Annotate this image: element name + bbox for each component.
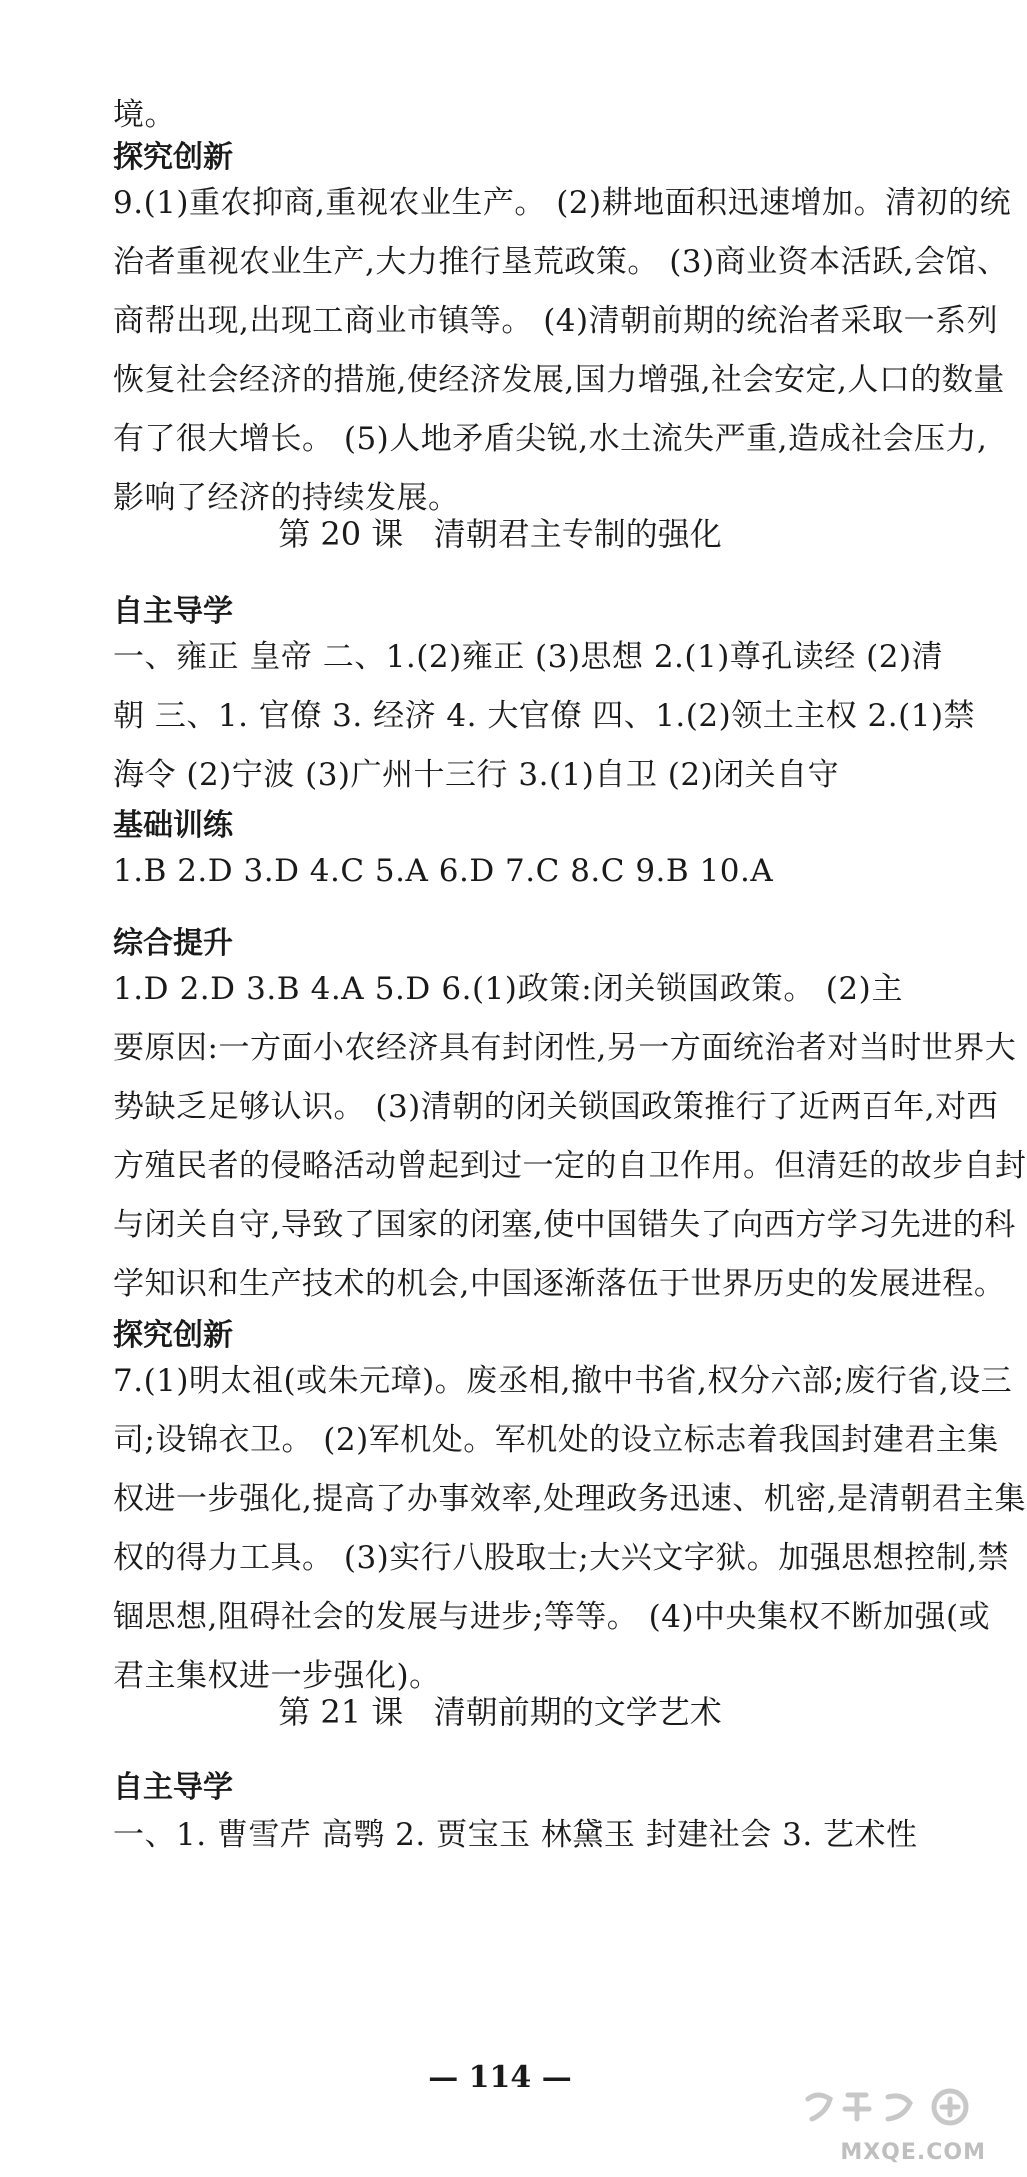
text-line: 恢复社会经济的措施,使经济发展,国力增强,社会安定,人口的数量 [113, 362, 1005, 398]
paragraph-continuation [113, 86, 903, 145]
watermark-text: MXQE.COM [840, 2140, 986, 2165]
text-line: 与闭关自守,导致了国家的闭塞,使中国错失了向西方学习先进的科 [113, 1207, 1016, 1243]
paragraph-comprehensive-answers [113, 960, 1027, 1314]
text-line: 治者重视农业生产,大力推行垦荒政策。 (3)商业资本活跃,会馆、 [113, 244, 1009, 280]
text-line: 一、1. 曹雪芹 高鹗 2. 贾宝玉 林黛玉 封建社会 3. 艺术性 [113, 1817, 918, 1853]
text-line: 司;设锦衣卫。 (2)军机处。军机处的设立标志着我国封建君主集 [113, 1422, 999, 1458]
text-line: 朝 三、1. 官僚 3. 经济 4. 大官僚 四、1.(2)领土主权 2.(1)禁 [113, 698, 976, 734]
text-line: 9.(1)重农抑商,重视农业生产。 (2)耕地面积迅速增加。清初的统 [113, 185, 1012, 221]
text-line: 影响了经济的持续发展。 [113, 480, 460, 516]
text-line: 1.B 2.D 3.D 4.C 5.A 6.D 7.C 8.C 9.B 10.A [113, 853, 774, 889]
text-line: 锢思想,阻碍社会的发展与进步;等等。 (4)中央集权不断加强(或 [113, 1599, 991, 1635]
section-heading-comprehensive: 综合提升 [113, 926, 233, 961]
text-line: 商帮出现,出现工商业市镇等。 (4)清朝前期的统治者采取一系列 [113, 303, 999, 339]
paragraph-basic-answers [113, 842, 903, 901]
section-heading-self-study-2: 自主导学 [113, 1770, 233, 1805]
text-line: 1.D 2.D 3.B 4.A 5.D 6.(1)政策:闭关锁国政策。 (2)主 [113, 971, 903, 1007]
lesson-title-21: 第 21 课 清朝前期的文学艺术 [278, 1693, 722, 1731]
section-heading-explore-1: 探究创新 [113, 140, 233, 175]
paragraph-answer-7 [113, 1352, 1027, 1706]
text-line: 海令 (2)宁波 (3)广州十三行 3.(1)自卫 (2)闭关自守 [113, 757, 840, 793]
lesson-title-20: 第 20 课 清朝君主专制的强化 [278, 515, 722, 553]
text-line: 7.(1)明太祖(或朱元璋)。废丞相,撤中书省,权分六部;废行省,设三 [113, 1363, 1013, 1399]
text-line: 势缺乏足够认识。 (3)清朝的闭关锁国政策推行了近两百年,对西 [113, 1089, 999, 1125]
text-line: 学知识和生产技术的机会,中国逐渐落伍于世界历史的发展进程。 [113, 1266, 1006, 1302]
text-line: 一、雍正 皇帝 二、1.(2)雍正 (3)思想 2.(1)尊孔读经 (2)清 [113, 639, 944, 675]
paragraph-self-study-20 [113, 628, 976, 805]
section-heading-self-study-1: 自主导学 [113, 594, 233, 629]
text-line: 权进一步强化,提高了办事效率,处理政务迅速、机密,是清朝君主集 [113, 1481, 1027, 1517]
section-heading-basic-training: 基础训练 [113, 808, 233, 843]
page-number: — 114 — [428, 2060, 572, 2095]
paragraph-answer-9 [113, 174, 1012, 528]
text-line: 君主集权进一步强化)。 [113, 1658, 441, 1694]
section-heading-explore-2: 探究创新 [113, 1318, 233, 1353]
text-line: 要原因:一方面小农经济具有封闭性,另一方面统治者对当时世界大 [113, 1030, 1017, 1066]
text-line: 有了很大增长。 (5)人地矛盾尖锐,水土流失严重,造成社会压力, [113, 421, 988, 457]
text-line: 方殖民者的侵略活动曾起到过一定的自卫作用。但清廷的故步自封 [113, 1148, 1027, 1184]
text-line: 境。 [113, 97, 176, 133]
paragraph-self-study-21 [113, 1806, 918, 1865]
text-line: 权的得力工具。 (3)实行八股取士;大兴文字狱。加强思想控制,禁 [113, 1540, 1010, 1576]
